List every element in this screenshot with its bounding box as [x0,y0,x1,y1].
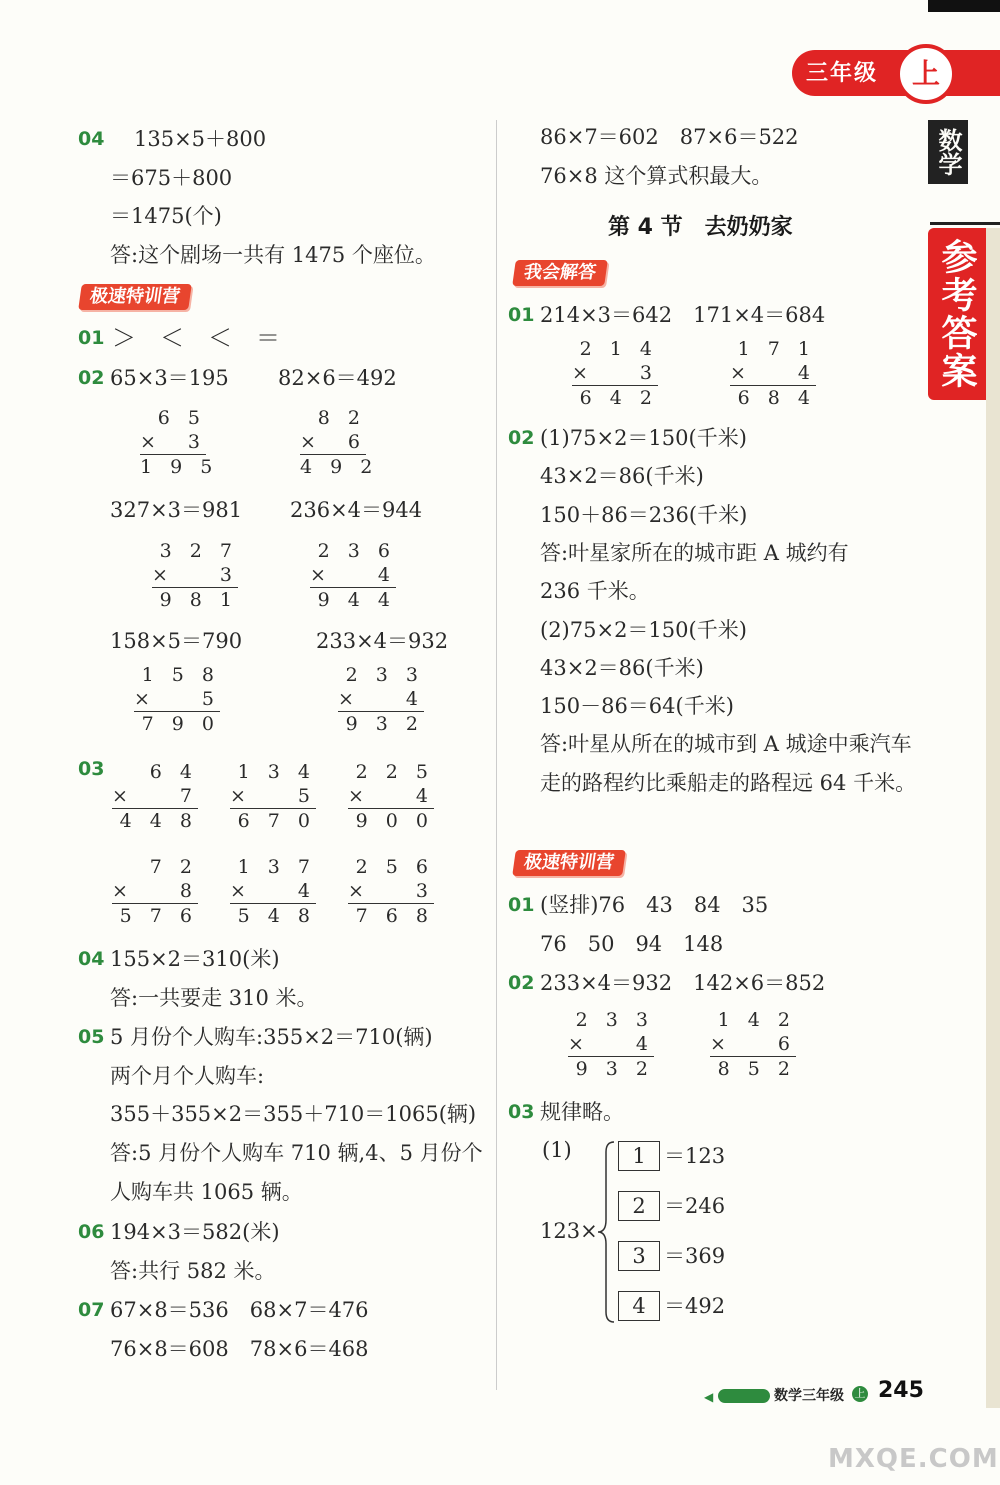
r02-line-5: 236 千米。 [540,579,650,603]
t07-number: 07 [78,1299,105,1321]
vertical-mult: 1 3 4 × 5 6 7 0 [230,761,316,832]
brace [596,1140,616,1324]
r02-number: 02 [508,427,535,449]
pattern-row: 3 ＝369 [618,1241,725,1271]
term-label: 上 [911,57,940,90]
footer-brand: 数学三年级 [774,1388,844,1404]
section-title: 第 4 节 去奶奶家 [608,215,793,240]
vertical-mult: 6 4 × 7 4 4 8 [112,761,198,832]
side-strip [986,228,1000,1408]
q04-answer: 答:这个剧场一共有 1475 个座位。 [110,243,436,267]
s03-line: 规律略。 [540,1100,624,1124]
t05-line-1: 5 月份个人购车:355×2＝710(辆) [110,1025,433,1049]
side-top-label: 数学 [928,120,968,184]
r02-answer: 答:叶星从所在的城市到 A 城途中乘汽车走的路程约比乘船走的路程远 64 千米。 [540,732,917,795]
t05-line-3: 355＋355×2＝355＋710＝1065(辆) [110,1102,477,1126]
vertical-mult: 1 4 2 × 6 8 5 2 [710,1009,796,1080]
t02-eq-2: 82×6＝492 [278,366,397,390]
page-number: 245 [878,1378,924,1403]
vertical-mult: 1 5 8 × 5 7 9 0 [134,664,220,735]
r02-line-2: 43×2＝86(千米) [540,464,704,488]
t07-line-1: 67×8＝536 68×7＝476 [110,1298,369,1322]
answer-box: 3 [618,1241,660,1271]
t01-number: 01 [78,327,105,349]
t06-number: 06 [78,1221,105,1243]
r02-line-1: (1)75×2＝150(千米) [540,426,747,450]
vertical-mult: 2 3 6 × 4 9 4 4 [310,540,396,611]
t04-number: 04 [78,948,105,970]
t05-line-2: 两个月个人购车: [110,1064,265,1088]
t03-number: 03 [78,758,105,780]
vertical-mult: 3 2 7 × 3 9 8 1 [152,540,238,611]
s02-number: 02 [508,972,535,994]
footer-arrow-icon: ◀ [704,1390,714,1404]
r02-line-8: 150－86＝64(千米) [540,694,734,718]
t07-line-2: 76×8＝608 78×6＝468 [110,1337,369,1361]
vertical-mult: 8 2 × 6 4 9 2 [300,407,379,478]
column-divider [496,120,497,1390]
section-tag-training: 极速特训营 [512,850,626,876]
grade-label: 三年级 [806,61,879,86]
r02-line-3: 150＋86＝236(千米) [540,503,748,527]
vertical-mult: 2 1 4 × 3 6 4 2 [572,338,658,409]
answer-box: 4 [618,1291,660,1321]
footer-term-badge: 上 [852,1386,868,1402]
pattern-row: 4 ＝492 [618,1291,725,1321]
section-tag-training: 极速特训营 [78,284,192,310]
q04-line-1: 135×5＋800 [134,127,267,151]
vertical-mult: 2 5 6 × 3 7 6 8 [348,856,434,927]
q04-number: 04 [78,128,105,150]
r02-line-6: (2)75×2＝150(千米) [540,618,747,642]
vertical-mult: 1 3 7 × 4 5 4 8 [230,856,316,927]
s01-number: 01 [508,894,535,916]
side-tab-answers: 参考答案 [928,228,986,400]
t05-number: 05 [78,1026,105,1048]
t06-line-1: 194×3＝582(米) [110,1220,280,1244]
t06-answer: 答:共行 582 米。 [110,1259,276,1283]
vertical-mult: 7 2 × 8 5 7 6 [112,856,198,927]
vertical-mult: 2 3 3 × 4 9 3 2 [568,1009,654,1080]
answer-box: 1 [618,1141,660,1171]
t02-eq-6: 233×4＝932 [316,629,449,653]
s03-prefix: 123× [540,1219,598,1243]
pattern-row: 1 ＝123 [618,1141,725,1171]
pattern-row: 2 ＝246 [618,1191,725,1221]
s02-line: 233×4＝932 142×6＝852 [540,971,826,995]
vertical-mult: 2 2 5 × 4 9 0 0 [348,761,434,832]
t02-eq-3: 327×3＝981 [110,498,243,522]
vertical-mult: 6 5 × 3 1 9 5 [140,407,219,478]
vertical-mult: 2 3 3 × 4 9 3 2 [338,664,424,735]
t02-eq-1: 65×3＝195 [110,366,229,390]
q04-line-3: ＝1475(个) [110,204,222,228]
t02-eq-5: 158×5＝790 [110,629,243,653]
r01-line: 214×3＝642 171×4＝684 [540,303,826,327]
t04-line-1: 155×2＝310(米) [110,947,280,971]
r01-number: 01 [508,304,535,326]
section-tag-solve: 我会解答 [512,260,608,286]
right-top-line-2: 76×8 这个算式积最大。 [540,164,773,188]
term-circle [896,44,956,104]
top-black-bar [928,0,1000,12]
s01-line-1: (竖排)76 43 84 35 [540,893,769,917]
answer-box: 2 [618,1191,660,1221]
right-top-line-1: 86×7＝602 87×6＝522 [540,125,799,149]
q04-line-2: ＝675＋800 [110,166,233,190]
t01-answer: ＞ ＜ ＜ ＝ [112,324,280,352]
s01-line-2: 76 50 94 148 [540,932,724,956]
side-divider [930,222,1000,225]
t02-number: 02 [78,367,105,389]
r02-line-4: 答:叶星家所在的城市距 A 城约有 [540,541,849,565]
vertical-mult: 1 7 1 × 4 6 8 4 [730,338,816,409]
watermark: MXQE.COM [828,1444,999,1474]
t04-answer: 答:一共要走 310 米。 [110,986,318,1010]
t05-answer: 答:5 月份个人购车 710 辆,4、5 月份个人购车共 1065 辆。 [110,1141,483,1204]
s03-label: (1) [542,1138,572,1162]
t02-eq-4: 236×4＝944 [290,498,423,522]
s03-number: 03 [508,1101,535,1123]
footer-logo [718,1389,770,1403]
r02-line-7: 43×2＝86(千米) [540,656,704,680]
